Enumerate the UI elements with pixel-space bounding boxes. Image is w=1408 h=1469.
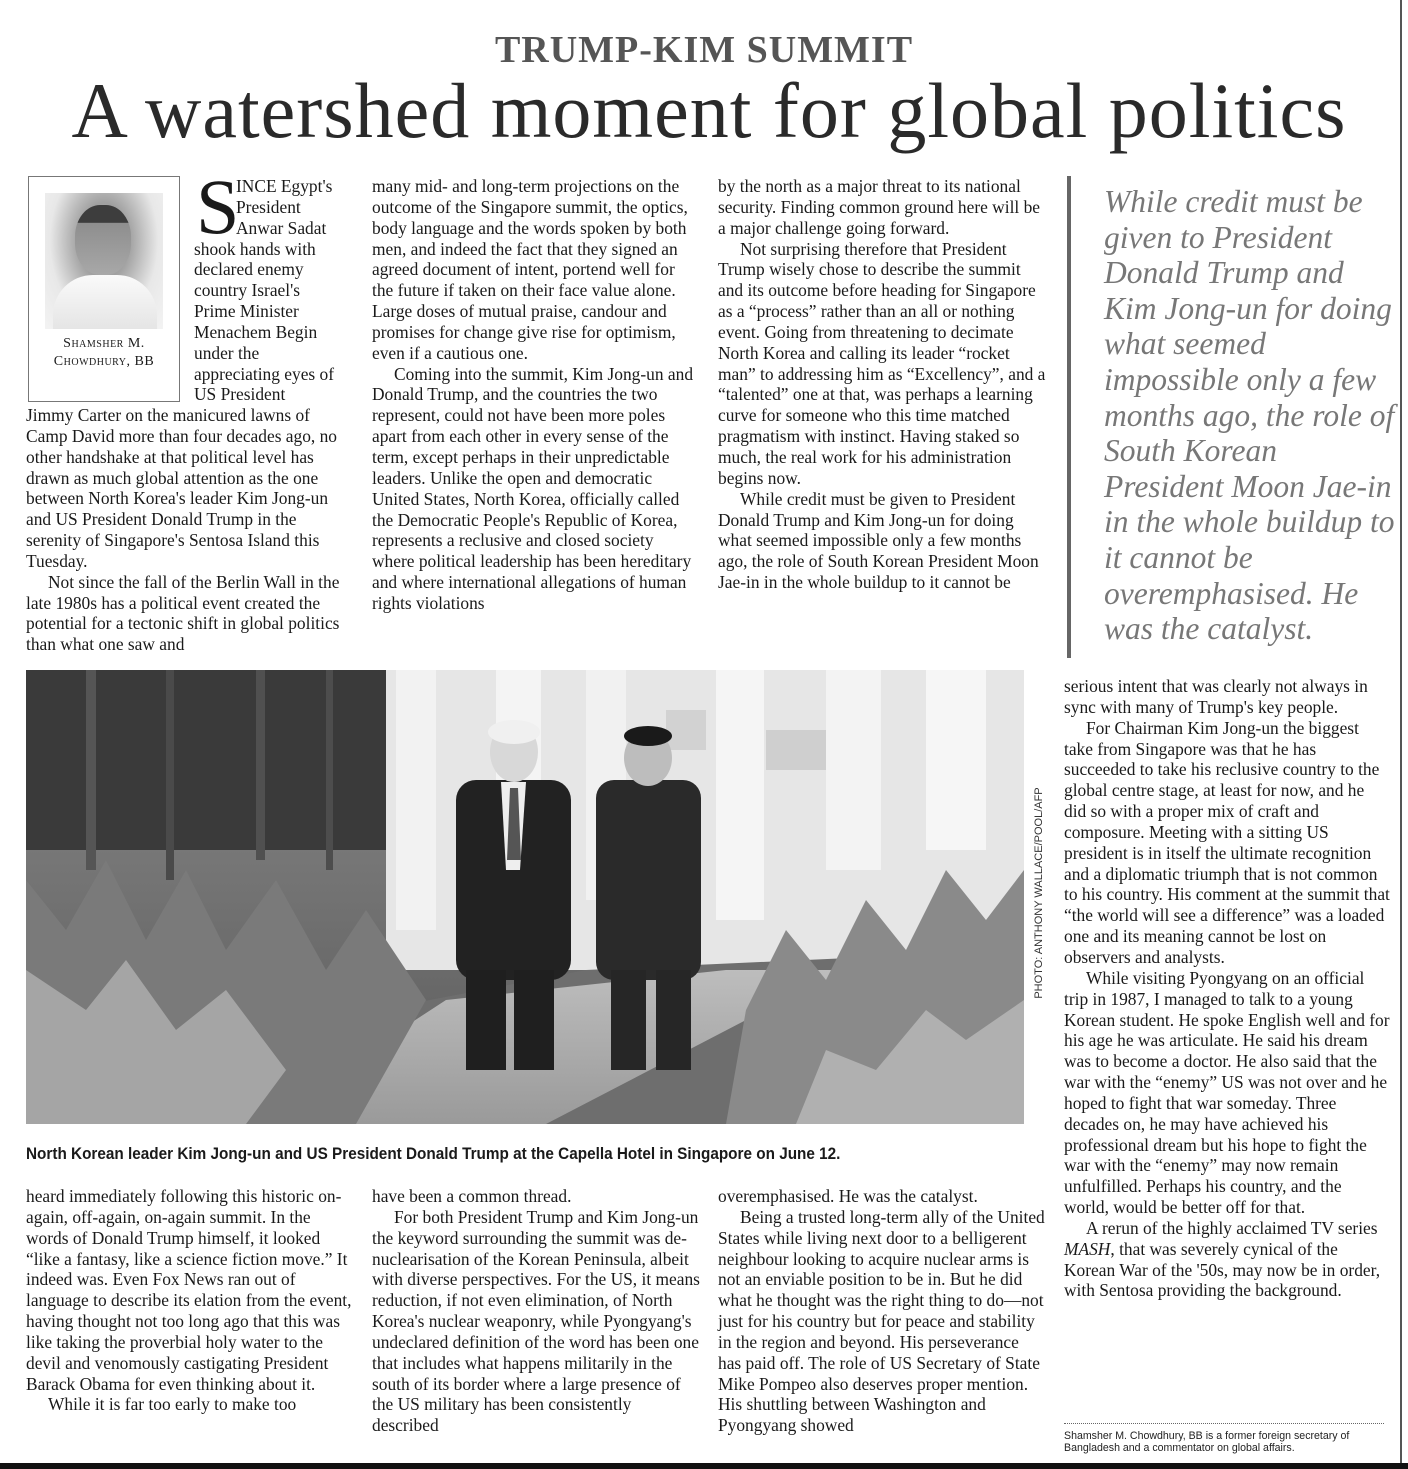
col3-bottom-text: overemphasised. He was the catalyst. Being a trusted long-term ally of the United States while living next door to a belligerent neighbour looking to acquire nuclear arms is not an enviable position to be in. But he did what he thought was the right thing to do—not just for his country but for peace and stability in the region and beyond. His perseverance has paid off. The role of US Secretary of State Mike Pompeo also deserves proper mention. His shuttling between Washington and Pyongyang showed xyxy=(718,1186,1045,1436)
intro-line: Menachem Begin xyxy=(194,321,318,342)
intro-line: under the xyxy=(194,342,260,363)
col2-bottom-text: have been a common thread. For both President Trump and Kim Jong-un the keyword surrounding the summit was de-nuclearisation of the Korean Peninsula, albeit with diverse perspectives. For the US, it means reduction, if not even elimination, of North Korea's nuclear weaponry, while Pyongyang's undeclared definition of the word has been one that includes what happens militarily in the south of its border where a large presence of the US military has been consistently described xyxy=(372,1186,700,1436)
intro-line: President xyxy=(236,196,301,217)
bio-divider xyxy=(1064,1423,1384,1424)
col4-last-paragraph: A rerun of the highly acclaimed TV series MASH, that was severely cynical of the Korean War of the '50s, may now be in order, with Sentosa providing the background. xyxy=(1064,1217,1381,1301)
drop-cap: S xyxy=(196,163,240,250)
intro-line: country Israel's xyxy=(194,280,300,301)
intro-lines xyxy=(194,176,354,405)
author-portrait xyxy=(45,193,163,329)
intro-line: US President xyxy=(194,384,286,405)
kicker: TRUMP-KIM SUMMIT xyxy=(494,29,914,71)
headline: A watershed moment for global politics xyxy=(71,67,1347,154)
summit-photo-illustration xyxy=(26,670,1024,1124)
summit-photo xyxy=(26,670,1024,1124)
author-name: Shamsher M. Chowdhury, BB xyxy=(53,336,155,369)
intro-line: Prime Minister xyxy=(194,301,299,322)
intro-line: Anwar Sadat xyxy=(236,217,327,238)
col4-text: serious intent that was clearly not always in sync with many of Trump's key people. For Chairman Kim Jong-un the biggest take from Singapore was that he has succeeded to take his reclusive country to the global centre stage, at least for now, and he did so with a proper mix of craft and composure. Meeting with a sitting US president is in itself the ultimate recognition and a diplomatic triumph that is not common to his country. His comment at the summit that “the world will see a difference” was a loaded one and its meaning cannot be lost on observers and analysts. While visiting Pyongyang on an official trip in 1987, I managed to talk to a young Korean student. He spoke English well and for his age he was articulate. He said his dream was to become a doctor. He also said that the war with the “enemy” US was not over and he hoped to fight that war someday. Three decades on, he may have achieved his professional dream but his hope to fight the war with the “enemy” may now remain unfulfilled. Perhaps his country, and the world, would be better off for that. A rerun of the highly acclaimed TV series MASH, that was severely cynical of the Korean War of the '50s, may now be in order, with Sentosa providing the background. xyxy=(1064,676,1390,1301)
author-box xyxy=(28,176,180,402)
intro-line: INCE Egypt's xyxy=(236,176,333,196)
col2-top-text: many mid- and long-term projections on the outcome of the Singapore summit, the optics, body language and the words spoken by both men, and indeed the fact that they signed an agreed document of intent, portend well for the future if taken on their face value alone. Large doses of mutual praise, candour and promises for change give rise for optimism, even if a cautious one. Coming into the summit, Kim Jong-un and Donald Trump, and the countries the two represent, could not have been more poles apart from each other in every sense of the term, except perhaps in their unpredictable leaders. Unlike the open and democratic United States, North Korea, officially called the Democratic People's Republic of Korea, represents a reclusive and closed society where political leadership has been hereditary and where international allegations of human rights violations xyxy=(372,176,694,613)
photo-credit: PHOTO: ANTHONY WALLACE/POOL/AFP xyxy=(1033,787,1045,999)
author-bio: Shamsher M. Chowdhury, BB is a former foreign secretary of Bangladesh and a commentator on global affairs. xyxy=(1064,1430,1350,1454)
intro-line: shook hands with xyxy=(194,238,316,259)
col1-top-text: Jimmy Carter on the manicured lawns of Camp David more than four decades ago, no other handshake at that political level has drawn as much global attention as the one between North Korea's leader Kim Jong-un and US President Donald Trump in the serenity of Singapore's Sentosa Island this Tuesday. Not since the fall of the Berlin Wall in the late 1980s has a political event created the potential for a tectonic shift in global politics than what one saw and xyxy=(26,405,340,655)
pull-quote: While credit must be given to President Donald Trump and Kim Jong-un for doing what seemed impossible only a few months ago, the role of South Korean President Moon Jae-in in the whole buildup to it cannot be overemphasised. He was the catalyst. xyxy=(1104,184,1395,647)
col1-bottom-text: heard immediately following this historic on-again, off-again, on-again summit. In the words of Donald Trump himself, it looked “like a fantasy, like a science fiction move.” It indeed was. Even Fox News ran out of language to describe its elation from the event, having thought not too long ago that this was like taking the proverbial holy water to the devil and venomously castigating President Barack Obama for even thinking about it. While it is far too early to make too xyxy=(26,1186,352,1415)
pullquote-rule xyxy=(1067,176,1071,658)
page-border-bottom xyxy=(0,1463,1408,1469)
col3-top-text: by the north as a major threat to its national security. Finding common ground here will be a major challenge going forward. Not surprising therefore that President Trump wisely chose to describe the summit and its outcome before heading for Singapore as a “process” rather than an all or nothing event. Going from threatening to decimate North Korea and calling its leader “rocket man” to addressing him as “Excellency”, and a “talented” one at that, was perhaps a learning curve for someone who this time matched pragmatism with instinct. Having staked so much, the real work for his administration begins now. While credit must be given to President Donald Trump and Kim Jong-un for doing what seemed impossible only a few months ago, the role of South Korean President Moon Jae-in in the whole buildup to it cannot be xyxy=(718,176,1046,593)
intro-line: declared enemy xyxy=(194,259,304,280)
intro-line: appreciating eyes of xyxy=(194,363,335,384)
photo-caption: North Korean leader Kim Jong-un and US President Donald Trump at the Capella Hotel in Singapore on June 12. xyxy=(26,1144,841,1163)
